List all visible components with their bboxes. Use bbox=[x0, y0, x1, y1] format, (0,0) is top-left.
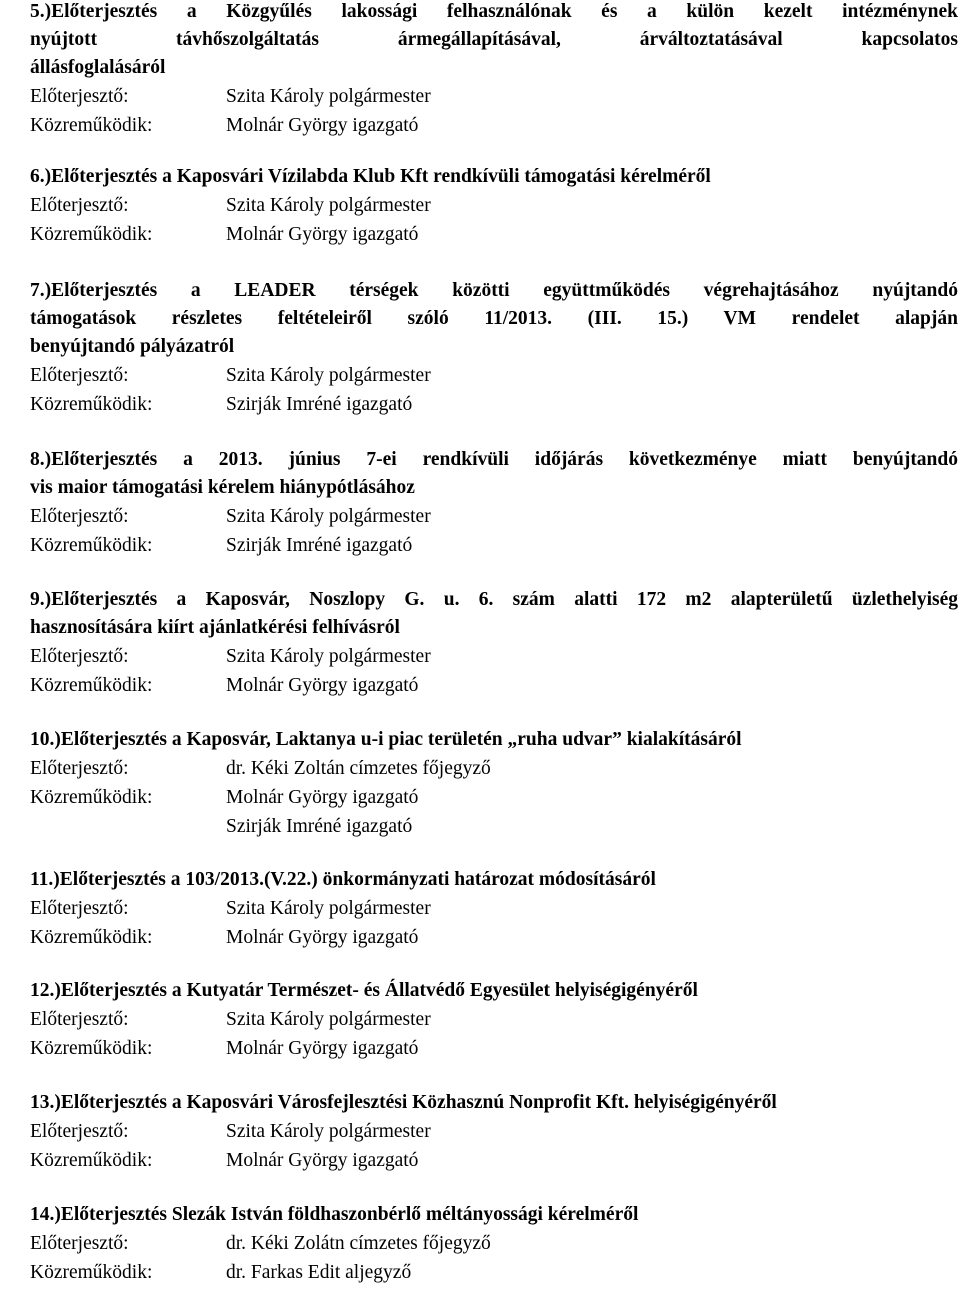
agenda-item-title bbox=[30, 1089, 958, 1117]
presenter-row bbox=[30, 754, 958, 783]
presenter-row bbox=[30, 1117, 958, 1146]
agenda-item-5 bbox=[30, 0, 958, 140]
contributor-label: Közreműködik: bbox=[30, 1150, 153, 1171]
presenter-label: Előterjesztő: bbox=[30, 1009, 129, 1030]
contributor-value: Szirják Imréné igazgató bbox=[226, 535, 413, 556]
presenter-label: Előterjesztő: bbox=[30, 1233, 129, 1254]
presenter-row bbox=[30, 894, 958, 923]
agenda-item-title bbox=[30, 277, 958, 361]
contributor-value: dr. Farkas Edit aljegyző bbox=[226, 1262, 412, 1283]
contributor-value: Molnár György igazgató bbox=[226, 1150, 419, 1171]
presenter-label: Előterjesztő: bbox=[30, 646, 129, 667]
agenda-item-title bbox=[30, 866, 958, 894]
presenter-value: Szita Károly polgármester bbox=[226, 365, 431, 386]
contributor-label: Közreműködik: bbox=[30, 224, 153, 245]
presenter-label: Előterjesztő: bbox=[30, 365, 129, 386]
contributor-row bbox=[30, 390, 958, 419]
contributor-value: Molnár György igazgató bbox=[226, 675, 419, 696]
presenter-row bbox=[30, 361, 958, 390]
title-line: 5.)Előterjesztés a Közgyűlés lakossági felhasználónak és a külön kezelt intézménynek bbox=[30, 1, 958, 22]
presenter-value: dr. Kéki Zoltán címzetes főjegyző bbox=[226, 758, 491, 779]
presenter-value: Szita Károly polgármester bbox=[226, 898, 431, 919]
title-line: 10.)Előterjesztés a Kaposvár, Laktanya u-i piac területén „ruha udvar” kialakításáról bbox=[30, 729, 742, 750]
agenda-item-title bbox=[30, 977, 958, 1005]
presenter-row bbox=[30, 191, 958, 220]
contributor-label: Közreműködik: bbox=[30, 1262, 153, 1283]
agenda-item-title bbox=[30, 0, 958, 82]
title-line: 9.)Előterjesztés a Kaposvár, Noszlopy G. u. 6. szám alatti 172 m2 alapterületű üzlethelyiség bbox=[30, 589, 958, 610]
contributor-label: Közreműködik: bbox=[30, 787, 153, 808]
contributor-value: Molnár György igazgató bbox=[226, 115, 419, 136]
agenda-item-title bbox=[30, 446, 958, 502]
title-line: támogatások részletes feltételeiről szóló 11/2013. (III. 15.) VM rendelet alapján bbox=[30, 308, 958, 329]
title-line: 13.)Előterjesztés a Kaposvári Városfejlesztési Közhasznú Nonprofit Kft. helyiségigényéről bbox=[30, 1092, 777, 1113]
agenda-item-title bbox=[30, 163, 958, 191]
presenter-label: Előterjesztő: bbox=[30, 506, 129, 527]
presenter-value: Szita Károly polgármester bbox=[226, 506, 431, 527]
contributor-label bbox=[30, 812, 226, 841]
presenter-label: Előterjesztő: bbox=[30, 1121, 129, 1142]
contributor-value: Molnár György igazgató bbox=[226, 787, 419, 808]
title-line: 14.)Előterjesztés Slezák István földhaszonbérlő méltányossági kérelméről bbox=[30, 1204, 639, 1225]
agenda-item-8 bbox=[30, 446, 958, 560]
contributor-row bbox=[30, 1146, 958, 1175]
contributor-label: Közreműködik: bbox=[30, 675, 153, 696]
contributor-row bbox=[30, 1034, 958, 1063]
presenter-row bbox=[30, 642, 958, 671]
contributor-value: Szirják Imréné igazgató bbox=[226, 394, 413, 415]
contributor-label: Közreműködik: bbox=[30, 1038, 153, 1059]
contributor-value: Molnár György igazgató bbox=[226, 1038, 419, 1059]
title-line: vis maior támogatási kérelem hiánypótlásához bbox=[30, 477, 415, 498]
contributor-label: Közreműködik: bbox=[30, 115, 153, 136]
agenda-item-6 bbox=[30, 163, 958, 249]
contributor-label: Közreműködik: bbox=[30, 535, 153, 556]
agenda-item-10 bbox=[30, 726, 958, 841]
contributor-value: Szirják Imréné igazgató bbox=[226, 816, 413, 837]
presenter-value: Szita Károly polgármester bbox=[226, 1009, 431, 1030]
contributor-row bbox=[30, 531, 958, 560]
contributor-value: Molnár György igazgató bbox=[226, 927, 419, 948]
title-line: állásfoglalásáról bbox=[30, 57, 166, 78]
contributor-row bbox=[30, 220, 958, 249]
presenter-row bbox=[30, 1005, 958, 1034]
agenda-item-12 bbox=[30, 977, 958, 1063]
title-line: benyújtandó pályázatról bbox=[30, 336, 235, 357]
presenter-label: Előterjesztő: bbox=[30, 898, 129, 919]
agenda-item-14 bbox=[30, 1201, 958, 1287]
presenter-value: Szita Károly polgármester bbox=[226, 646, 431, 667]
agenda-item-11 bbox=[30, 866, 958, 952]
title-line: 8.)Előterjesztés a 2013. június 7-ei rendkívüli időjárás következménye miatt benyújtandó bbox=[30, 449, 958, 470]
agenda-item-title bbox=[30, 586, 958, 642]
contributor-label: Közreműködik: bbox=[30, 927, 153, 948]
presenter-label: Előterjesztő: bbox=[30, 86, 129, 107]
presenter-row bbox=[30, 502, 958, 531]
agenda-item-title bbox=[30, 726, 958, 754]
presenter-value: dr. Kéki Zolátn címzetes főjegyző bbox=[226, 1233, 491, 1254]
title-line: 11.)Előterjesztés a 103/2013.(V.22.) önkormányzati határozat módosításáról bbox=[30, 869, 656, 890]
contributor-row-2 bbox=[30, 812, 958, 841]
presenter-label: Előterjesztő: bbox=[30, 195, 129, 216]
title-line: nyújtott távhőszolgáltatás ármegállapításával, árváltoztatásával kapcsolatos bbox=[30, 29, 958, 50]
presenter-row bbox=[30, 1229, 958, 1258]
contributor-row bbox=[30, 671, 958, 700]
presenter-label: Előterjesztő: bbox=[30, 758, 129, 779]
presenter-value: Szita Károly polgármester bbox=[226, 86, 431, 107]
contributor-row bbox=[30, 783, 958, 812]
title-line: 6.)Előterjesztés a Kaposvári Vízilabda Klub Kft rendkívüli támogatási kérelméről bbox=[30, 166, 711, 187]
agenda-item-title bbox=[30, 1201, 958, 1229]
presenter-value: Szita Károly polgármester bbox=[226, 195, 431, 216]
contributor-row bbox=[30, 111, 958, 140]
contributor-row bbox=[30, 923, 958, 952]
agenda-item-13 bbox=[30, 1089, 958, 1175]
title-line: 12.)Előterjesztés a Kutyatár Természet- és Állatvédő Egyesület helyiségigényéről bbox=[30, 980, 698, 1001]
agenda-item-7 bbox=[30, 277, 958, 419]
presenter-row bbox=[30, 82, 958, 111]
agenda-item-9 bbox=[30, 586, 958, 700]
title-line: 7.)Előterjesztés a LEADER térségek közötti együttműködés végrehajtásához nyújtandó bbox=[30, 280, 958, 301]
presenter-value: Szita Károly polgármester bbox=[226, 1121, 431, 1142]
contributor-value: Molnár György igazgató bbox=[226, 224, 419, 245]
title-line: hasznosítására kiírt ajánlatkérési felhívásról bbox=[30, 617, 400, 638]
contributor-row bbox=[30, 1258, 958, 1287]
contributor-label: Közreműködik: bbox=[30, 394, 153, 415]
